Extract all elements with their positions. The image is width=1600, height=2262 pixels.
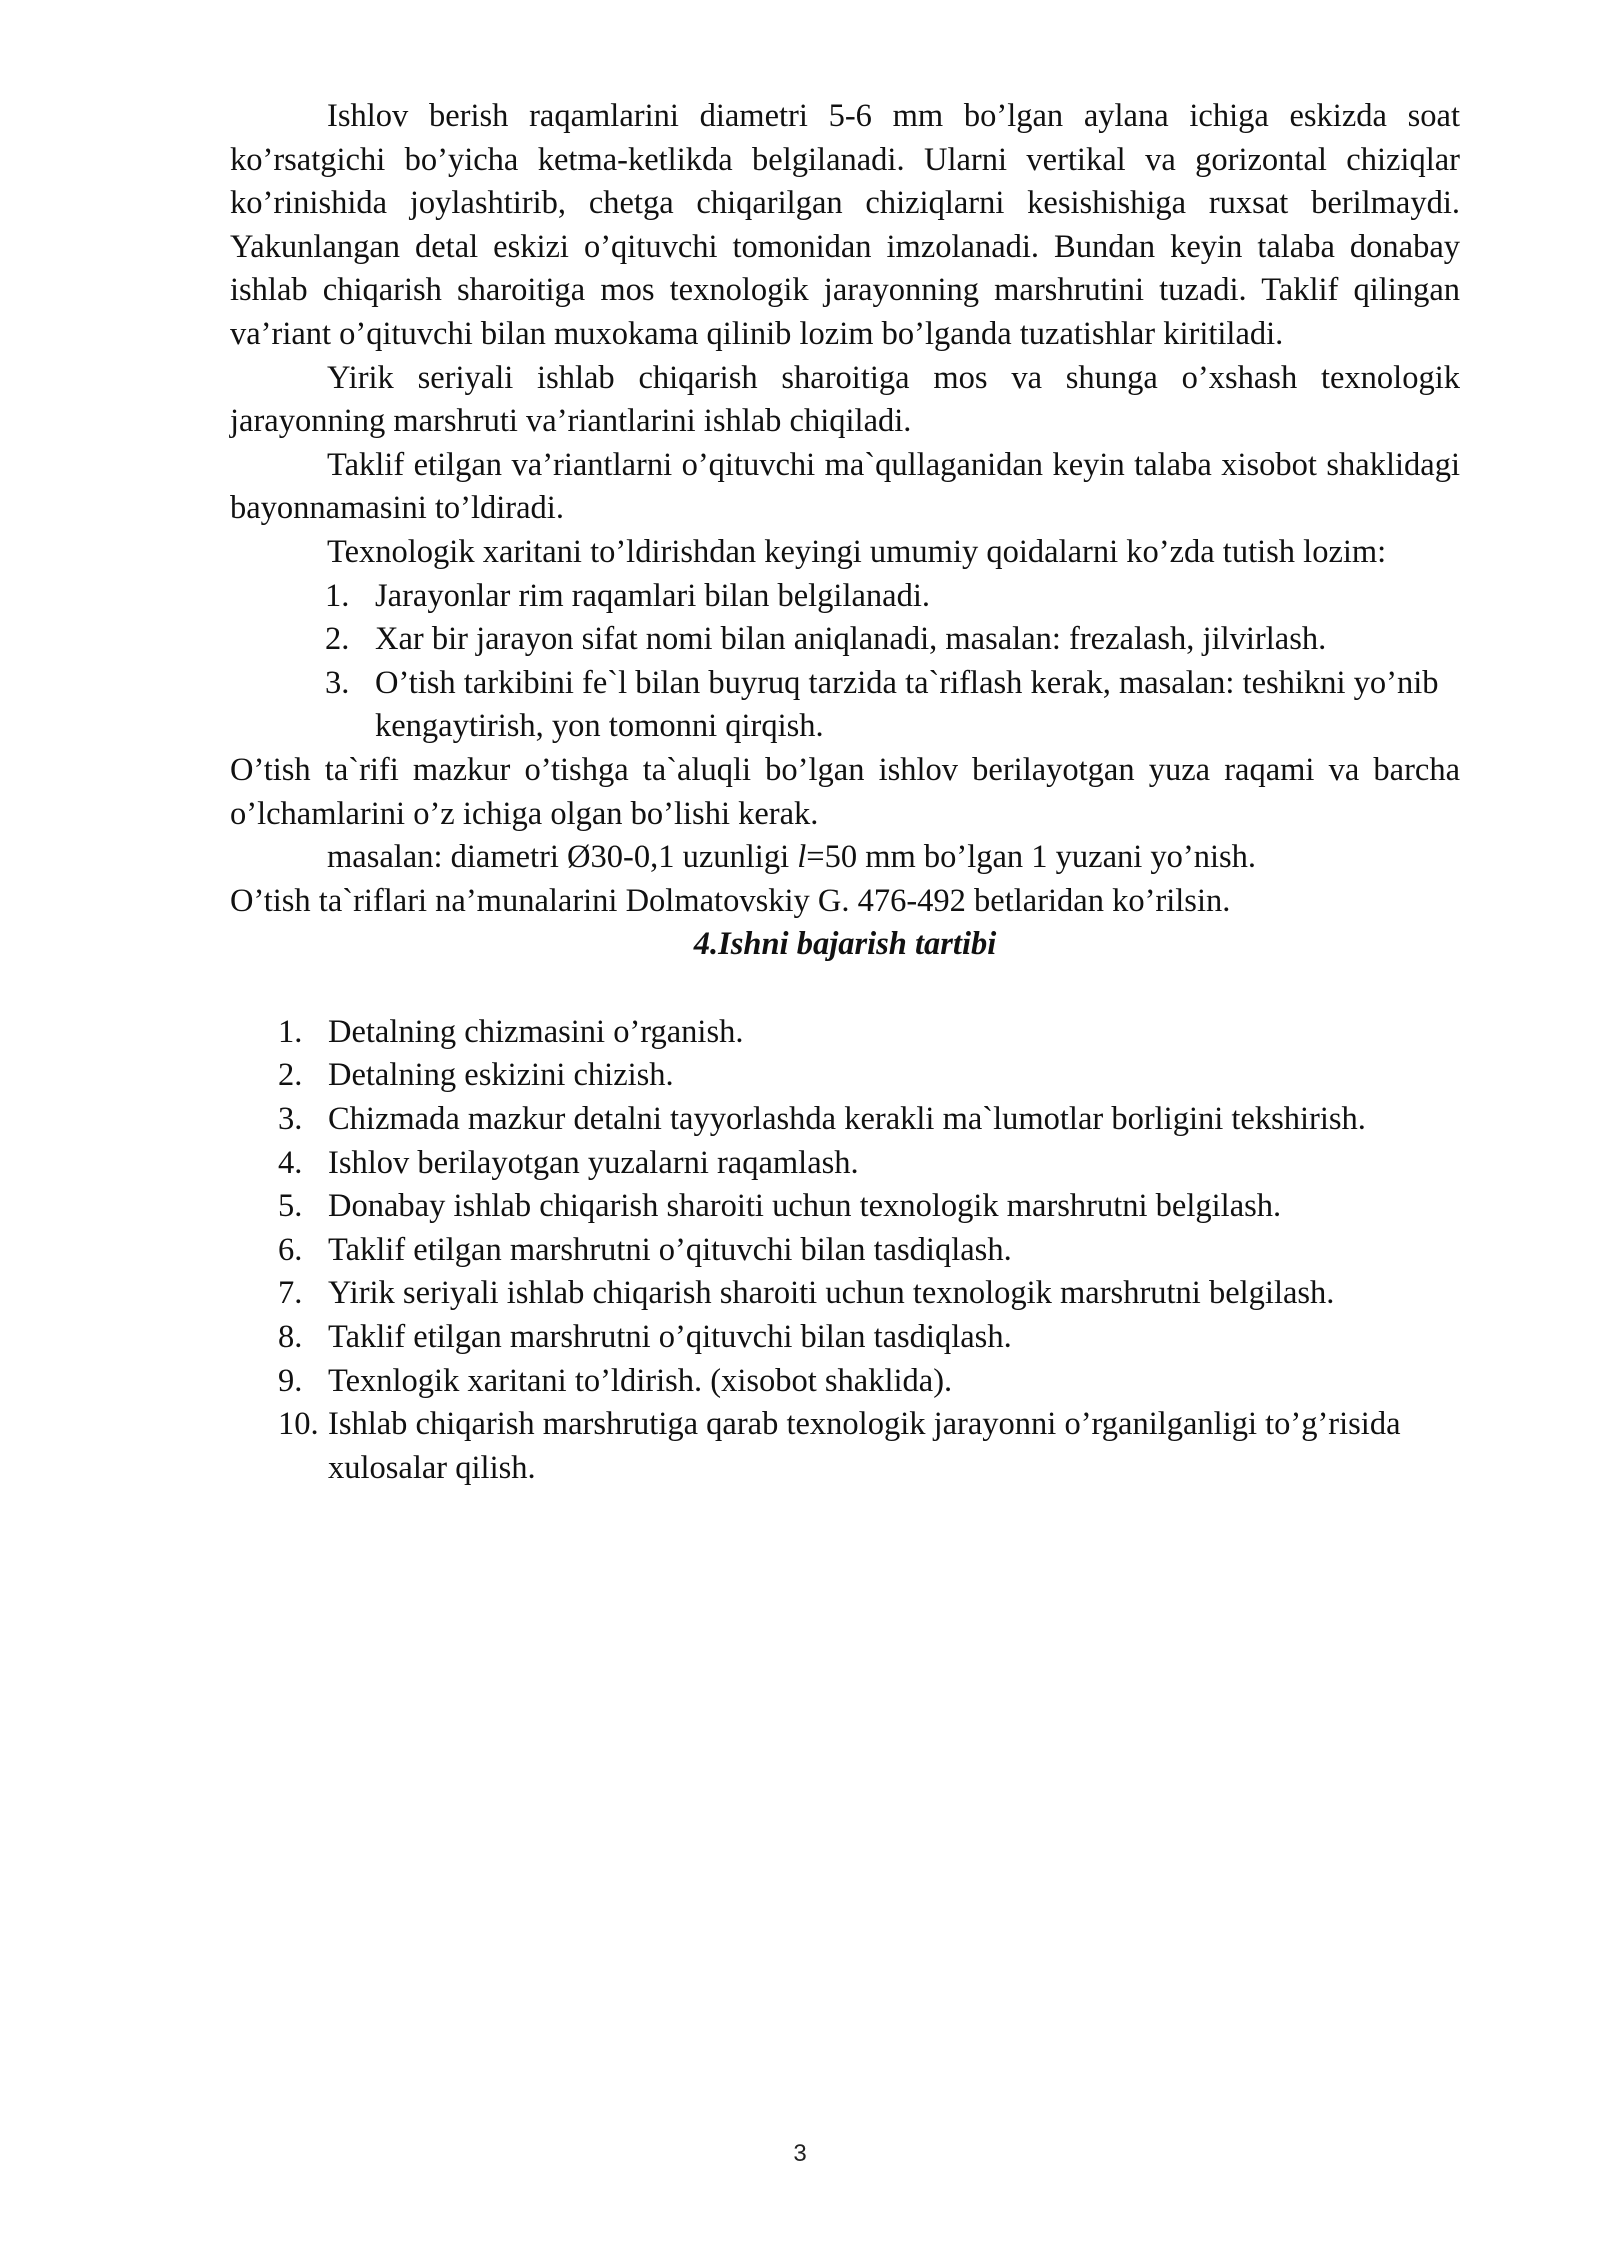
list-item-text: O’tish tarkibini fe`l bilan buyruq tarzida ta`riflash kerak, masalan: teshikni yo’nib kengaytirish, yon tomonni qirqish. (375, 664, 1439, 745)
list-item (230, 1360, 1460, 1404)
transition-paragraph: O’tish ta`rifi mazkur o’tishga ta`aluqli bo’lgan ishlov berilayotgan yuza raqami va barcha o’lchamlarini o’z ichiga olgan bo’lishi kerak. (230, 751, 1460, 832)
list-item-text: Detalning eskizini chizish. (328, 1057, 674, 1094)
example-text-after: =50 mm bo’lgan 1 yuzani yo’nish. (806, 839, 1257, 876)
list-item-number: 3. (278, 1101, 303, 1138)
section-heading: 4.Ishni bajarish tartibi (693, 926, 997, 963)
list-item-number: 3. (325, 664, 350, 701)
example-text-before: masalan: diametri Ø30-0,1 uzunligi (327, 839, 798, 876)
intro-paragraph-3: Taklif etilgan va’riantlarni o’qituvchi ma`qullaganidan keyin talaba xisobot shaklidagi bayonnamasini to’ldiradi. (230, 446, 1460, 527)
list-item-text: Yirik seriyali ishlab chiqarish sharoiti uchun texnologik marshrutni belgilash. (328, 1275, 1335, 1312)
list-item (230, 1054, 1460, 1098)
list-item (230, 662, 1460, 749)
list-item-number: 6. (278, 1231, 303, 1268)
intro-paragraph-4: Texnologik xaritani to’ldirishdan keyingi umumiy qoidalarni ko’zda tutish lozim: (327, 533, 1387, 570)
list-item-text: Donabay ishlab chiqarish sharoiti uchun texnologik marshrutni belgilash. (328, 1188, 1282, 1225)
page-number: 3 (793, 2140, 807, 2167)
list-item (230, 1011, 1460, 1055)
list-item-number: 2. (325, 621, 350, 658)
list-item-number: 1. (278, 1013, 303, 1050)
list-item (230, 1142, 1460, 1186)
list-item-text: Xar bir jarayon sifat nomi bilan aniqlanadi, masalan: frezalash, jilvirlash. (375, 621, 1327, 658)
page-content (230, 95, 1460, 1490)
list-item (230, 1316, 1460, 1360)
list-item (230, 1403, 1460, 1490)
list-item-text: Ishlov berilayotgan yuzalarni raqamlash. (328, 1144, 859, 1181)
list-item-number: 1. (325, 577, 350, 614)
intro-paragraph-1: Ishlov berish raqamlarini diametri 5-6 mm bo’lgan aylana ichiga eskizda soat ko’rsatgichi bo’yicha ketma-ketlikda belgilanadi. Ularni vertikal va gorizontal chiziqlar ko’rinishida joylashtirib, chetga chiqarilgan chiziqlarni kesishishiga ruxsat berilmaydi. Yakunlangan detal eskizi o’qituvchi tomonidan imzolanadi. Bundan keyin talaba donabay ishlab chiqarish sharoitiga mos texnologik jarayonning marshrutini tuzadi. Taklif qilingan va’riant o’qituvchi bilan muxokama qilinib lozim bo’lganda tuzatishlar kiritiladi. (230, 98, 1460, 352)
intro-paragraph-2: Yirik seriyali ishlab chiqarish sharoitiga mos va shunga o’xshash texnologik jarayonning marshruti va’riantlarini ishlab chiqiladi. (230, 359, 1460, 440)
list-item-number: 2. (278, 1057, 303, 1094)
list-item-text: Taklif etilgan marshrutni o’qituvchi bilan tasdiqlash. (328, 1231, 1012, 1268)
list-item (230, 1185, 1460, 1229)
list-item-number: 9. (278, 1362, 303, 1399)
list-item-number: 4. (278, 1144, 303, 1181)
example-paragraph (230, 836, 1460, 880)
steps-list (230, 1011, 1460, 1491)
list-item-text: Chizmada mazkur detalni tayyorlashda kerakli ma`lumotlar borligini tekshirish. (328, 1101, 1366, 1138)
list-item-text: Taklif etilgan marshrutni o’qituvchi bilan tasdiqlash. (328, 1319, 1012, 1356)
reference-paragraph: O’tish ta`riflari na’munalarini Dolmatovskiy G. 476-492 betlaridan ko’rilsin. (230, 882, 1231, 919)
list-item-text: Texnlogik xaritani to’ldirish. (xisobot shaklida). (328, 1362, 953, 1399)
list-item-text: Detalning chizmasini o’rganish. (328, 1013, 744, 1050)
list-item-number: 8. (278, 1319, 303, 1356)
list-item (230, 1272, 1460, 1316)
spacer (230, 967, 1460, 1011)
rules-list (230, 575, 1460, 749)
list-item (230, 1229, 1460, 1273)
list-item (230, 618, 1460, 662)
list-item-text: Jarayonlar rim raqamlari bilan belgilanadi. (375, 577, 930, 614)
list-item-number: 7. (278, 1275, 303, 1312)
list-item-text: Ishlab chiqarish marshrutiga qarab texnologik jarayonni o’rganilganligi to’g’risida xulosalar qilish. (328, 1406, 1401, 1486)
list-item (230, 1098, 1460, 1142)
list-item-number: 10. (278, 1406, 319, 1443)
example-variable: l (797, 839, 807, 876)
list-item (230, 575, 1460, 619)
list-item-number: 5. (278, 1188, 303, 1225)
